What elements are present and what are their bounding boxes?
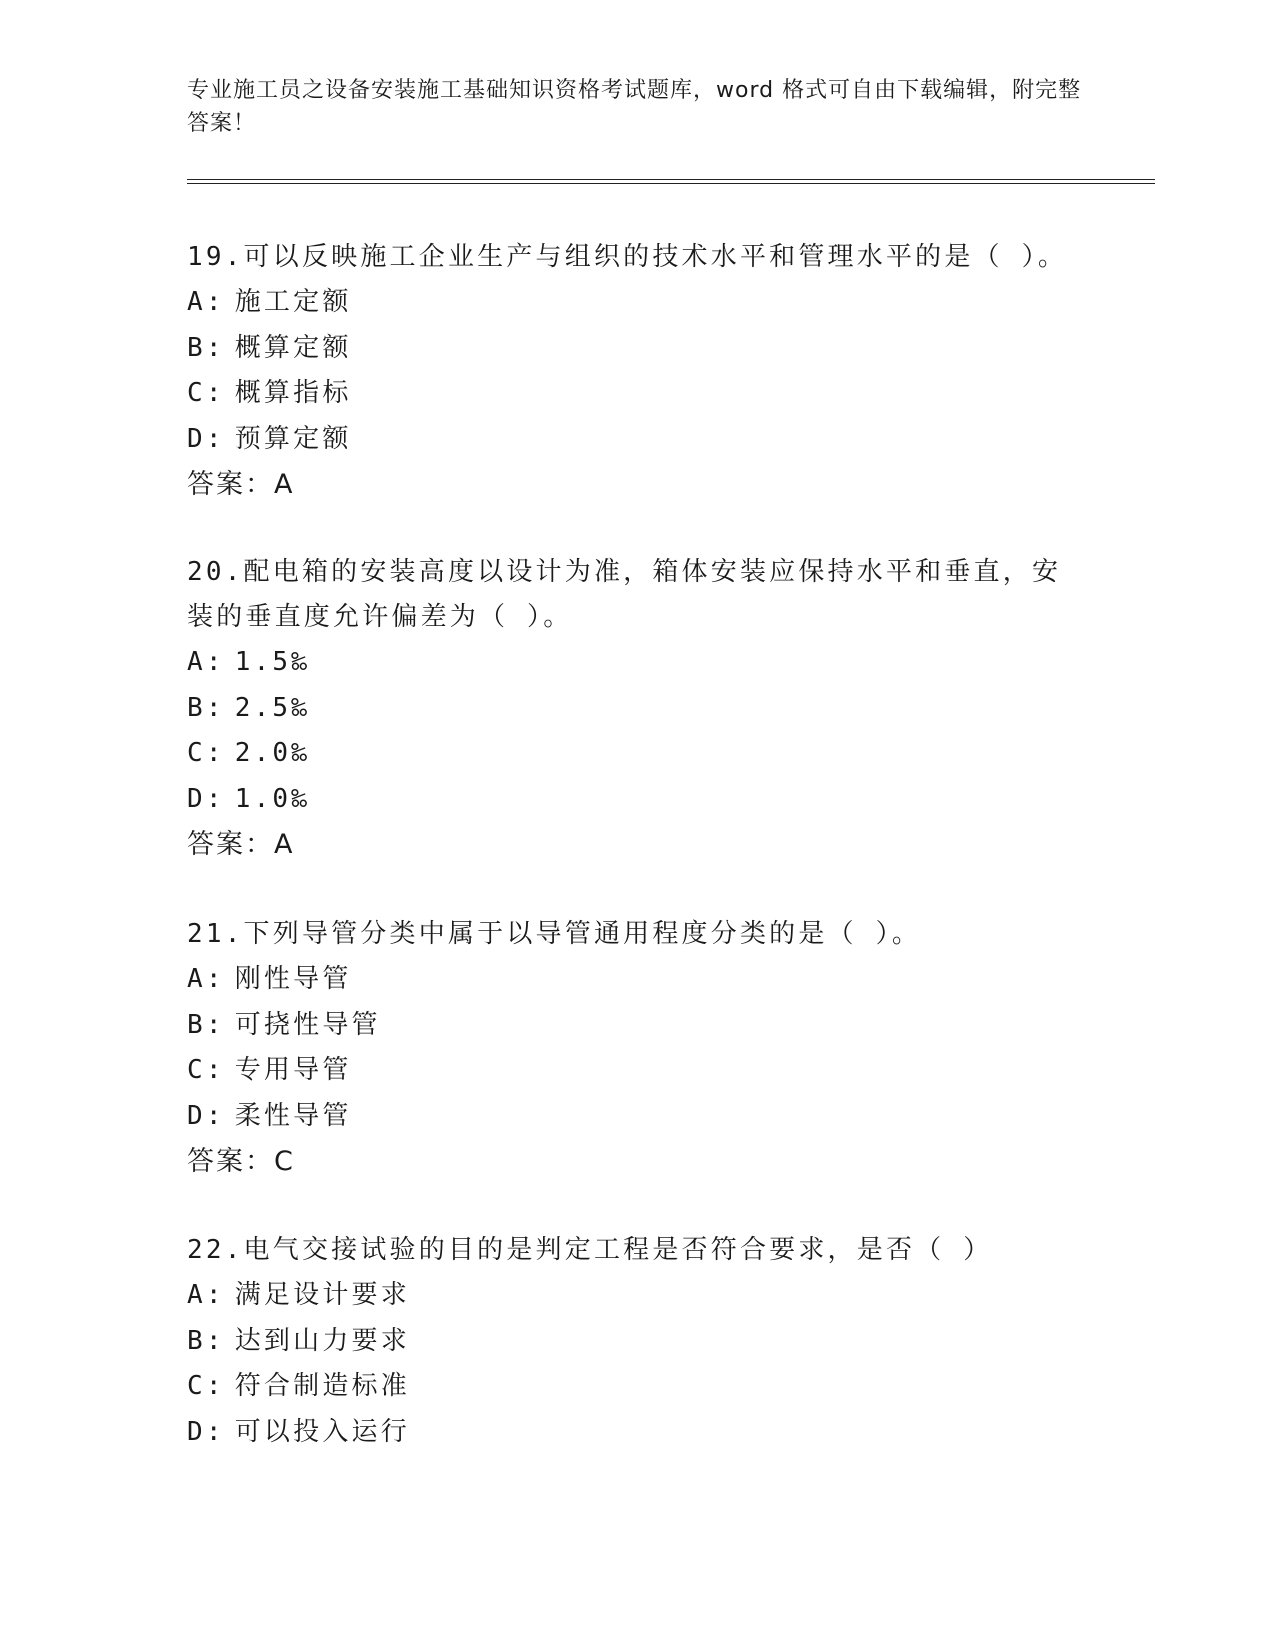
question-22 (187, 1228, 1087, 1455)
option-b (187, 1319, 1087, 1365)
header-divider-bottom (187, 183, 1155, 184)
option-letter: C: (187, 1371, 225, 1401)
option-letter: D: (187, 1416, 225, 1447)
option-c (187, 1364, 1087, 1410)
option-text: 1.0‰ (234, 783, 311, 814)
option-text: 符合制造标准 (234, 1371, 410, 1401)
option-a (187, 957, 1087, 1003)
option-b (187, 686, 1087, 732)
option-letter: B: (187, 332, 225, 363)
option-text: 预算定额 (234, 423, 352, 454)
option-letter: D: (187, 783, 225, 814)
question-20 (187, 550, 1087, 867)
question-21 (187, 912, 1087, 1184)
option-text: 满足设计要求 (234, 1280, 410, 1310)
option-c (187, 1048, 1087, 1094)
document-header: 专业施工员之设备安装施工基础知识资格考试题库，word 格式可自由下载编辑，附完整答案！ (187, 78, 1082, 136)
answer-label: 答案：C (187, 1146, 295, 1177)
option-text: 专用导管 (234, 1055, 352, 1085)
option-text: 达到山力要求 (234, 1325, 410, 1356)
option-letter: C: (187, 378, 225, 408)
option-text: 概算指标 (234, 378, 352, 408)
option-d (187, 777, 1087, 823)
option-letter: B: (187, 1009, 225, 1040)
option-text: 施工定额 (234, 287, 352, 317)
option-a (187, 280, 1087, 326)
option-letter: B: (187, 692, 225, 723)
option-d (187, 1410, 1087, 1456)
answer-label: 答案：A (187, 829, 295, 860)
option-letter: C: (187, 738, 225, 768)
option-text: 2.5‰ (234, 692, 311, 723)
option-b (187, 326, 1087, 372)
option-d (187, 1094, 1087, 1140)
option-c (187, 731, 1087, 777)
option-letter: A: (187, 647, 225, 677)
option-text: 可以投入运行 (234, 1416, 410, 1447)
option-text: 可挠性导管 (234, 1009, 381, 1040)
option-text: 刚性导管 (234, 964, 352, 994)
option-letter: D: (187, 423, 225, 454)
option-letter: C: (187, 1055, 225, 1085)
option-letter: A: (187, 287, 225, 317)
option-d (187, 417, 1087, 463)
option-text: 概算定额 (234, 332, 352, 363)
question-text: 19.可以反映施工企业生产与组织的技术水平和管理水平的是（ ）。 (187, 242, 1068, 272)
question-text: 20.配电箱的安装高度以设计为准，箱体安装应保持水平和垂直，安装的垂直度允许偏差为（ ）。 (187, 557, 1062, 632)
question-19 (187, 235, 1087, 507)
option-letter: A: (187, 964, 225, 994)
option-text: 2.0‰ (234, 738, 311, 768)
option-letter: A: (187, 1280, 225, 1310)
option-a (187, 640, 1087, 686)
option-letter: B: (187, 1325, 225, 1356)
header-divider-top (187, 179, 1155, 180)
option-letter: D: (187, 1100, 225, 1131)
option-c (187, 371, 1087, 417)
option-text: 1.5‰ (234, 647, 311, 677)
option-a (187, 1273, 1087, 1319)
answer-label: 答案：A (187, 469, 295, 500)
question-text: 22.电气交接试验的目的是判定工程是否符合要求，是否（ ） (187, 1235, 993, 1265)
question-text: 21.下列导管分类中属于以导管通用程度分类的是（ ）。 (187, 919, 922, 949)
option-text: 柔性导管 (234, 1100, 352, 1131)
option-b (187, 1003, 1087, 1049)
